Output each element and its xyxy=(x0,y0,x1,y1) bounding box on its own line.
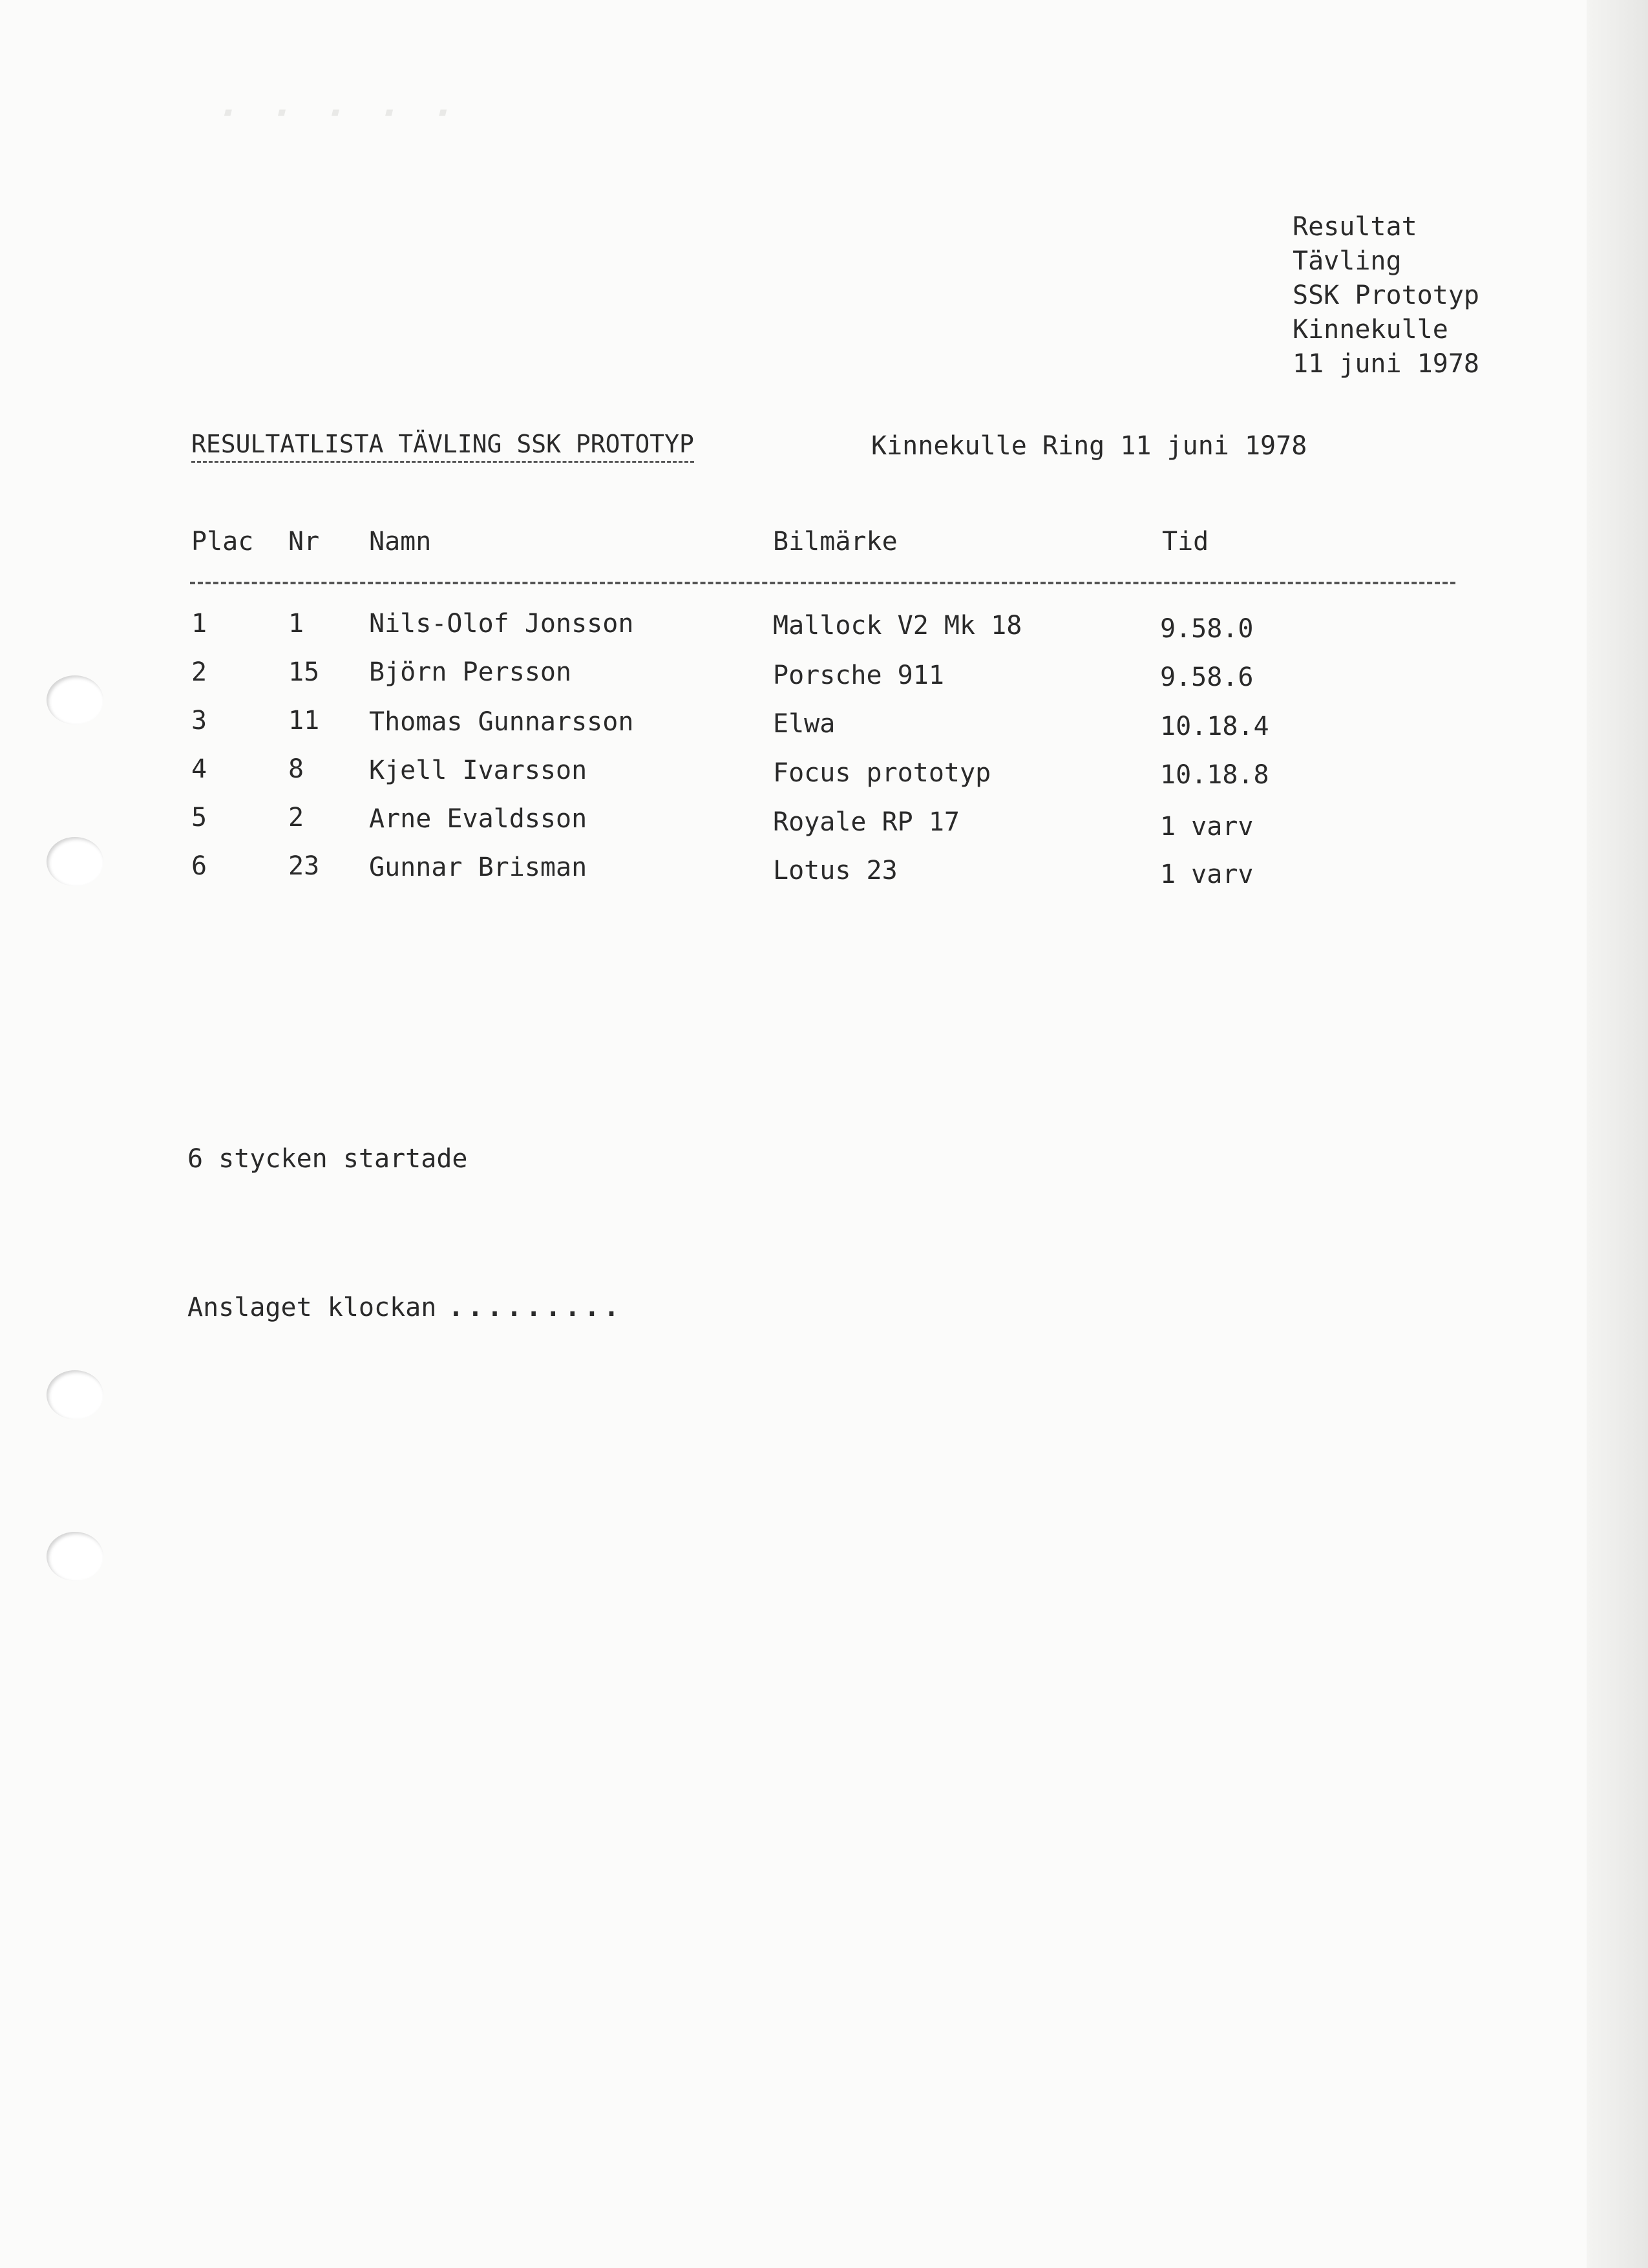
starters-note: 6 stycken startade xyxy=(187,1144,468,1174)
cell-plac: 2 xyxy=(191,657,207,687)
cell-plac: 4 xyxy=(191,754,207,784)
paper-edge-shadow xyxy=(1587,0,1648,2268)
corner-line: SSK Prototyp xyxy=(1293,281,1479,310)
cell-name: Arne Evaldsson xyxy=(369,804,587,834)
cell-nr: 11 xyxy=(288,706,320,736)
cell-car: Royale RP 17 xyxy=(773,807,960,837)
bleed-through-handwriting: ᐧ ᐧ ᐧ ᐧ ᐧ xyxy=(213,78,453,150)
cell-time: 1 varv xyxy=(1160,860,1254,889)
corner-note xyxy=(1293,210,1479,381)
cell-time: 9.58.0 xyxy=(1160,614,1254,644)
column-header-namn: Namn xyxy=(369,527,432,556)
punch-hole-3 xyxy=(47,1370,103,1419)
corner-line: 11 juni 1978 xyxy=(1293,349,1479,379)
cell-time: 9.58.6 xyxy=(1160,662,1254,692)
cell-time: 1 varv xyxy=(1160,812,1254,842)
cell-car: Mallock V2 Mk 18 xyxy=(773,611,1022,641)
column-header-bilmarke: Bilmärke xyxy=(773,527,898,556)
cell-name: Thomas Gunnarsson xyxy=(369,707,634,737)
cell-nr: 2 xyxy=(288,803,304,832)
posted-time-dots: ......... xyxy=(448,1293,624,1322)
cell-car: Porsche 911 xyxy=(773,661,944,690)
header-rule xyxy=(190,582,1455,584)
column-header-tid: Tid xyxy=(1162,527,1209,556)
cell-name: Gunnar Brisman xyxy=(369,853,587,882)
cell-nr: 1 xyxy=(288,609,304,639)
cell-nr: 15 xyxy=(288,657,320,687)
cell-name: Kjell Ivarsson xyxy=(369,756,587,785)
cell-car: Focus prototyp xyxy=(773,758,991,788)
document-title: RESULTATLISTA TÄVLING SSK PROTOTYP xyxy=(191,430,694,463)
cell-plac: 5 xyxy=(191,803,207,832)
posted-time-line xyxy=(187,1293,623,1322)
cell-time: 10.18.8 xyxy=(1160,760,1269,790)
cell-name: Nils-Olof Jonsson xyxy=(369,609,634,639)
cell-car: Lotus 23 xyxy=(773,856,898,885)
punch-hole-2 xyxy=(47,837,103,886)
cell-plac: 6 xyxy=(191,851,207,881)
column-header-nr: Nr xyxy=(288,527,320,556)
corner-line: Kinnekulle xyxy=(1293,315,1448,344)
cell-time: 10.18.4 xyxy=(1160,712,1269,741)
corner-line: Resultat xyxy=(1293,212,1417,242)
corner-line: Tävling xyxy=(1293,246,1402,276)
posted-time-label: Anslaget klockan xyxy=(187,1293,437,1322)
cell-car: Elwa xyxy=(773,709,836,739)
punch-hole-1 xyxy=(47,675,103,725)
cell-plac: 3 xyxy=(191,706,207,736)
venue-date: Kinnekulle Ring 11 juni 1978 xyxy=(871,431,1307,461)
cell-name: Björn Persson xyxy=(369,657,572,687)
cell-nr: 8 xyxy=(288,754,304,784)
cell-nr: 23 xyxy=(288,851,320,881)
column-header-plac: Plac xyxy=(191,527,254,556)
cell-plac: 1 xyxy=(191,609,207,639)
punch-hole-4 xyxy=(47,1532,103,1581)
